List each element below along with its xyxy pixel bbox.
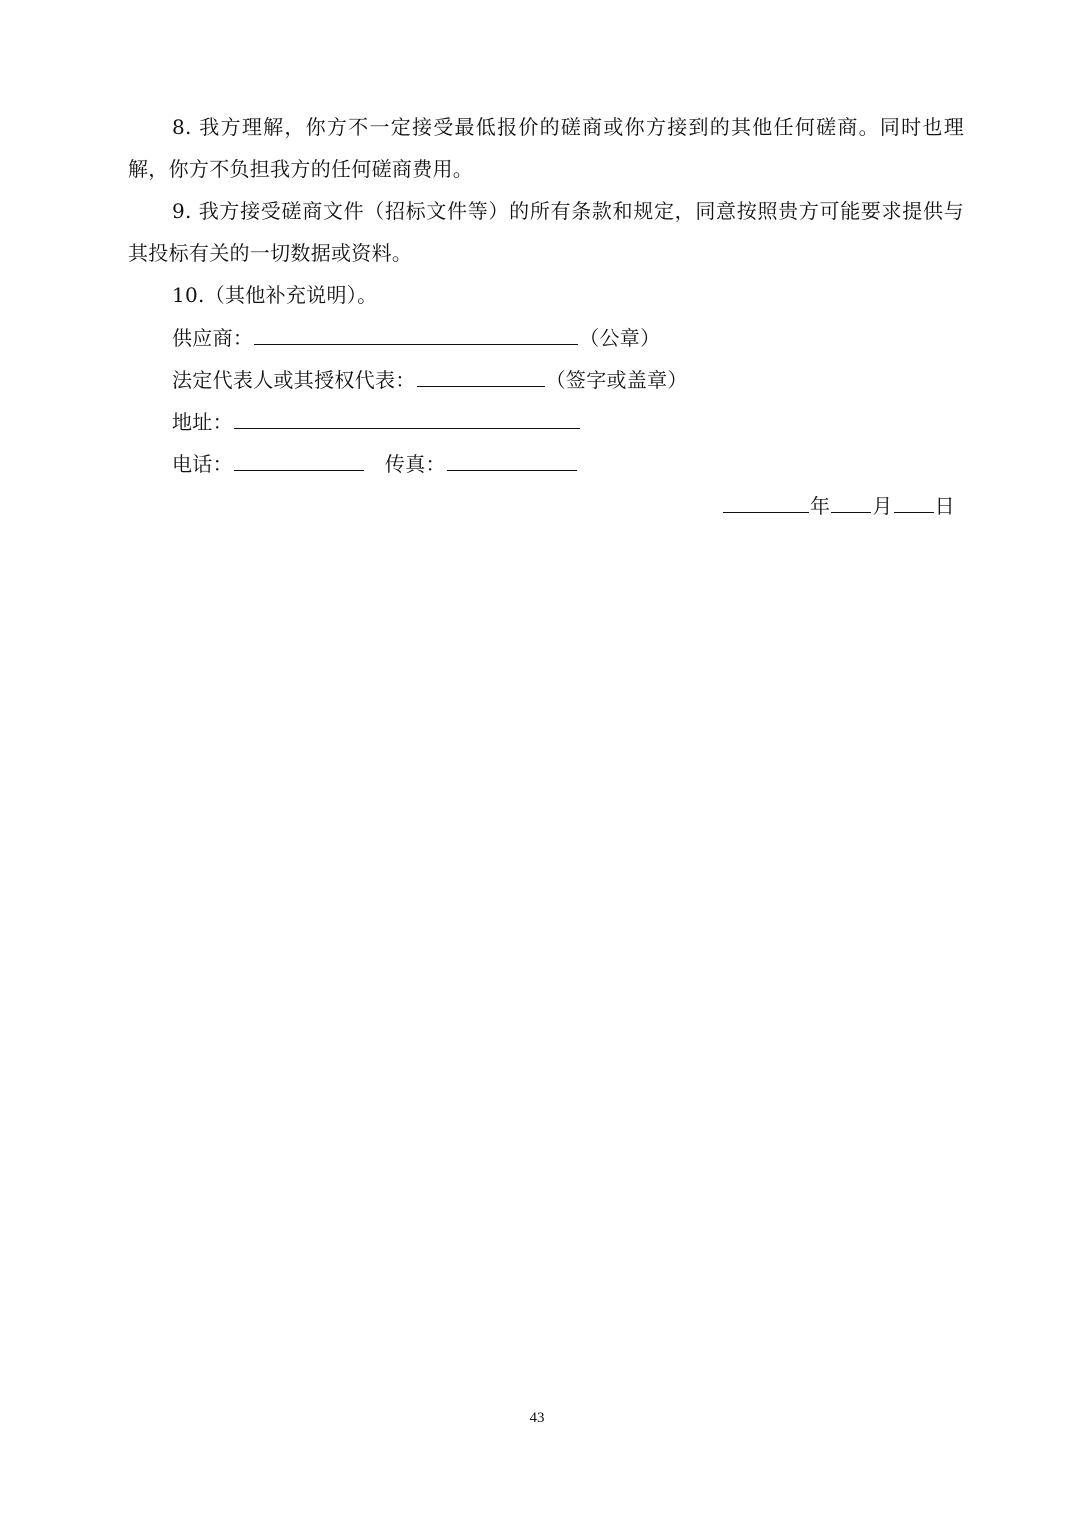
supplier-seal-note: （公章） — [579, 326, 661, 350]
phone-fax-line — [172, 450, 578, 478]
representative-blank — [417, 366, 545, 387]
month-blank — [831, 492, 871, 513]
address-line — [172, 408, 581, 436]
paragraph-10: 10.（其他补充说明）。 — [172, 283, 378, 307]
supplier-label: 供应商： — [172, 326, 254, 350]
representative-line — [172, 366, 688, 394]
representative-sign-note: （签字或盖章） — [545, 368, 688, 392]
year-blank — [723, 492, 809, 513]
paragraph-8: 8. 我方理解，你方不一定接受最低报价的磋商或你方接到的其他任何磋商。同时也理解，你方不负担我方的任何磋商费用。 — [128, 115, 964, 181]
fax-label: 传真： — [384, 452, 446, 476]
representative-label: 法定代表人或其授权代表： — [172, 368, 416, 392]
month-label: 月 — [872, 494, 893, 518]
address-blank — [234, 408, 580, 429]
date-line — [722, 492, 955, 520]
supplier-blank — [254, 324, 578, 345]
address-label: 地址： — [172, 410, 233, 434]
phone-label: 电话： — [172, 452, 233, 476]
supplier-line — [172, 324, 660, 352]
day-blank — [894, 492, 934, 513]
fax-blank — [447, 450, 577, 471]
page-number: 43 — [529, 1410, 545, 1426]
phone-blank — [234, 450, 364, 471]
day-label: 日 — [934, 494, 955, 518]
paragraph-9: 9. 我方接受磋商文件（招标文件等）的所有条款和规定，同意按照贵方可能要求提供与其投标有关的一切数据或资料。 — [128, 199, 964, 265]
year-label: 年 — [810, 494, 831, 518]
